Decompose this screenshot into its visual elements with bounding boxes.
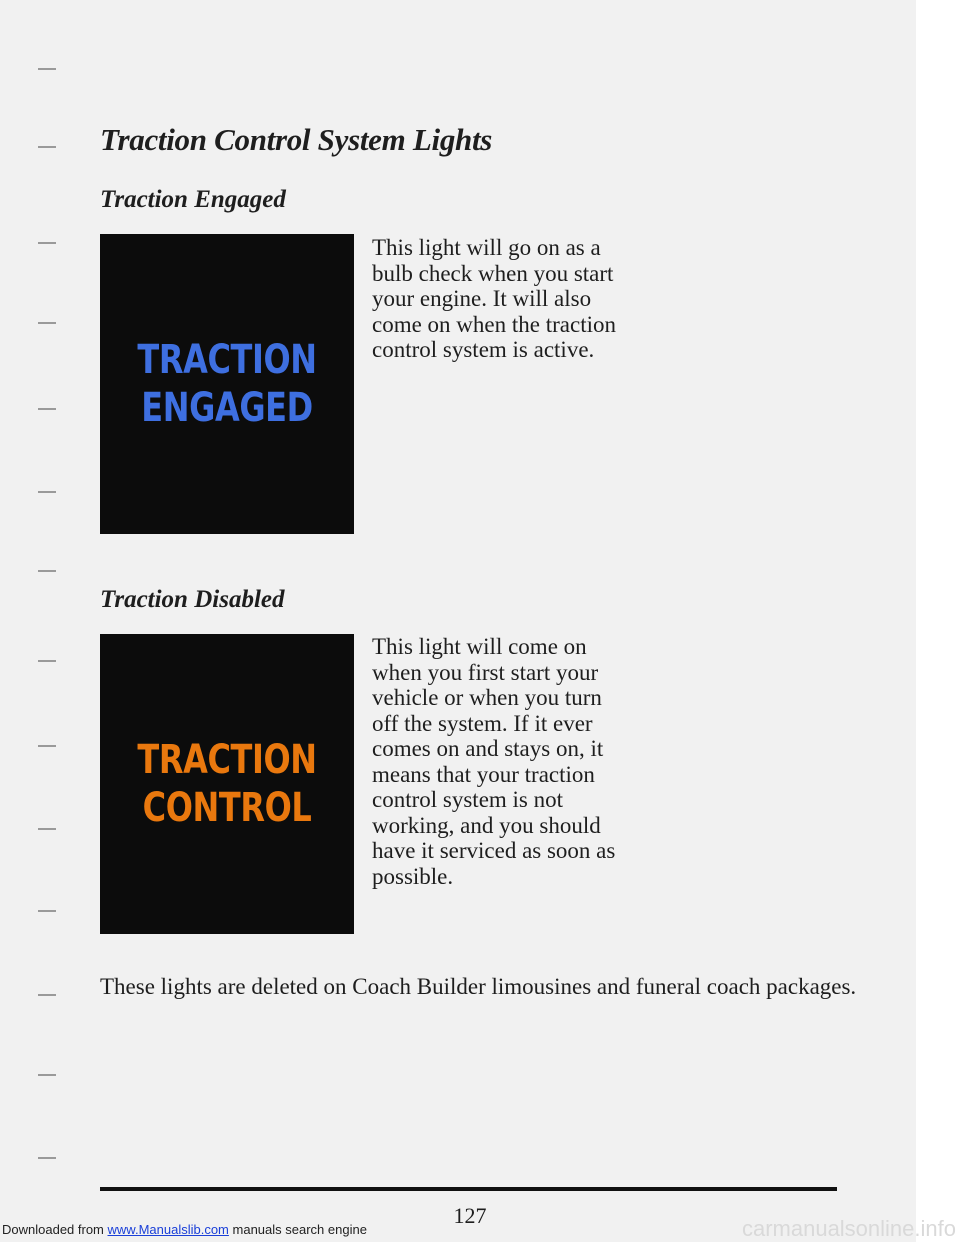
binding-mark (38, 68, 56, 70)
binding-mark (38, 491, 56, 493)
section-body-disabled: This light will come on when you first start your vehicle or when you turn off the system. If it ever comes on and stays on, it means that your traction control system is not working, and you should have it serviced as soon as possible. (372, 634, 616, 889)
light-text-line: TRACTION (137, 337, 317, 383)
footer-rule (100, 1187, 837, 1191)
note-paragraph: These lights are deleted on Coach Builder limousines and funeral coach packages. (100, 974, 857, 999)
traction-control-light-text (137, 736, 316, 832)
watermark-text: carmanualsonline.info (741, 1216, 956, 1241)
binding-mark (38, 1157, 56, 1159)
manualslib-link[interactable]: www.Manualslib.com (107, 1222, 229, 1237)
footer-prefix: Downloaded from (2, 1222, 104, 1237)
binding-mark (38, 745, 56, 747)
binding-mark (38, 408, 56, 410)
page-number: 127 (453, 1203, 487, 1228)
binding-mark (38, 570, 56, 572)
binding-mark (38, 146, 56, 148)
section-heading-disabled: Traction Disabled (100, 586, 285, 613)
binding-mark (38, 660, 56, 662)
binding-mark (38, 828, 56, 830)
section-body-engaged: This light will go on as a bulb check when you start your engine. It will also come on when the traction control system is active. (372, 235, 616, 362)
binding-mark (38, 322, 56, 324)
traction-control-light (100, 634, 354, 934)
binding-mark (38, 1074, 56, 1076)
light-text-line: CONTROL (142, 785, 312, 831)
binding-mark (38, 994, 56, 996)
page-right-margin (916, 0, 960, 1242)
download-footer (2, 1222, 367, 1237)
binding-mark (38, 242, 56, 244)
page-title: Traction Control System Lights (100, 122, 493, 157)
light-text-line: TRACTION (137, 737, 317, 783)
traction-engaged-light-text (137, 336, 316, 432)
footer-suffix: manuals search engine (232, 1222, 367, 1237)
section-heading-engaged: Traction Engaged (100, 186, 286, 213)
light-text-line: ENGAGED (141, 385, 313, 431)
traction-engaged-light (100, 234, 354, 534)
binding-mark (38, 910, 56, 912)
